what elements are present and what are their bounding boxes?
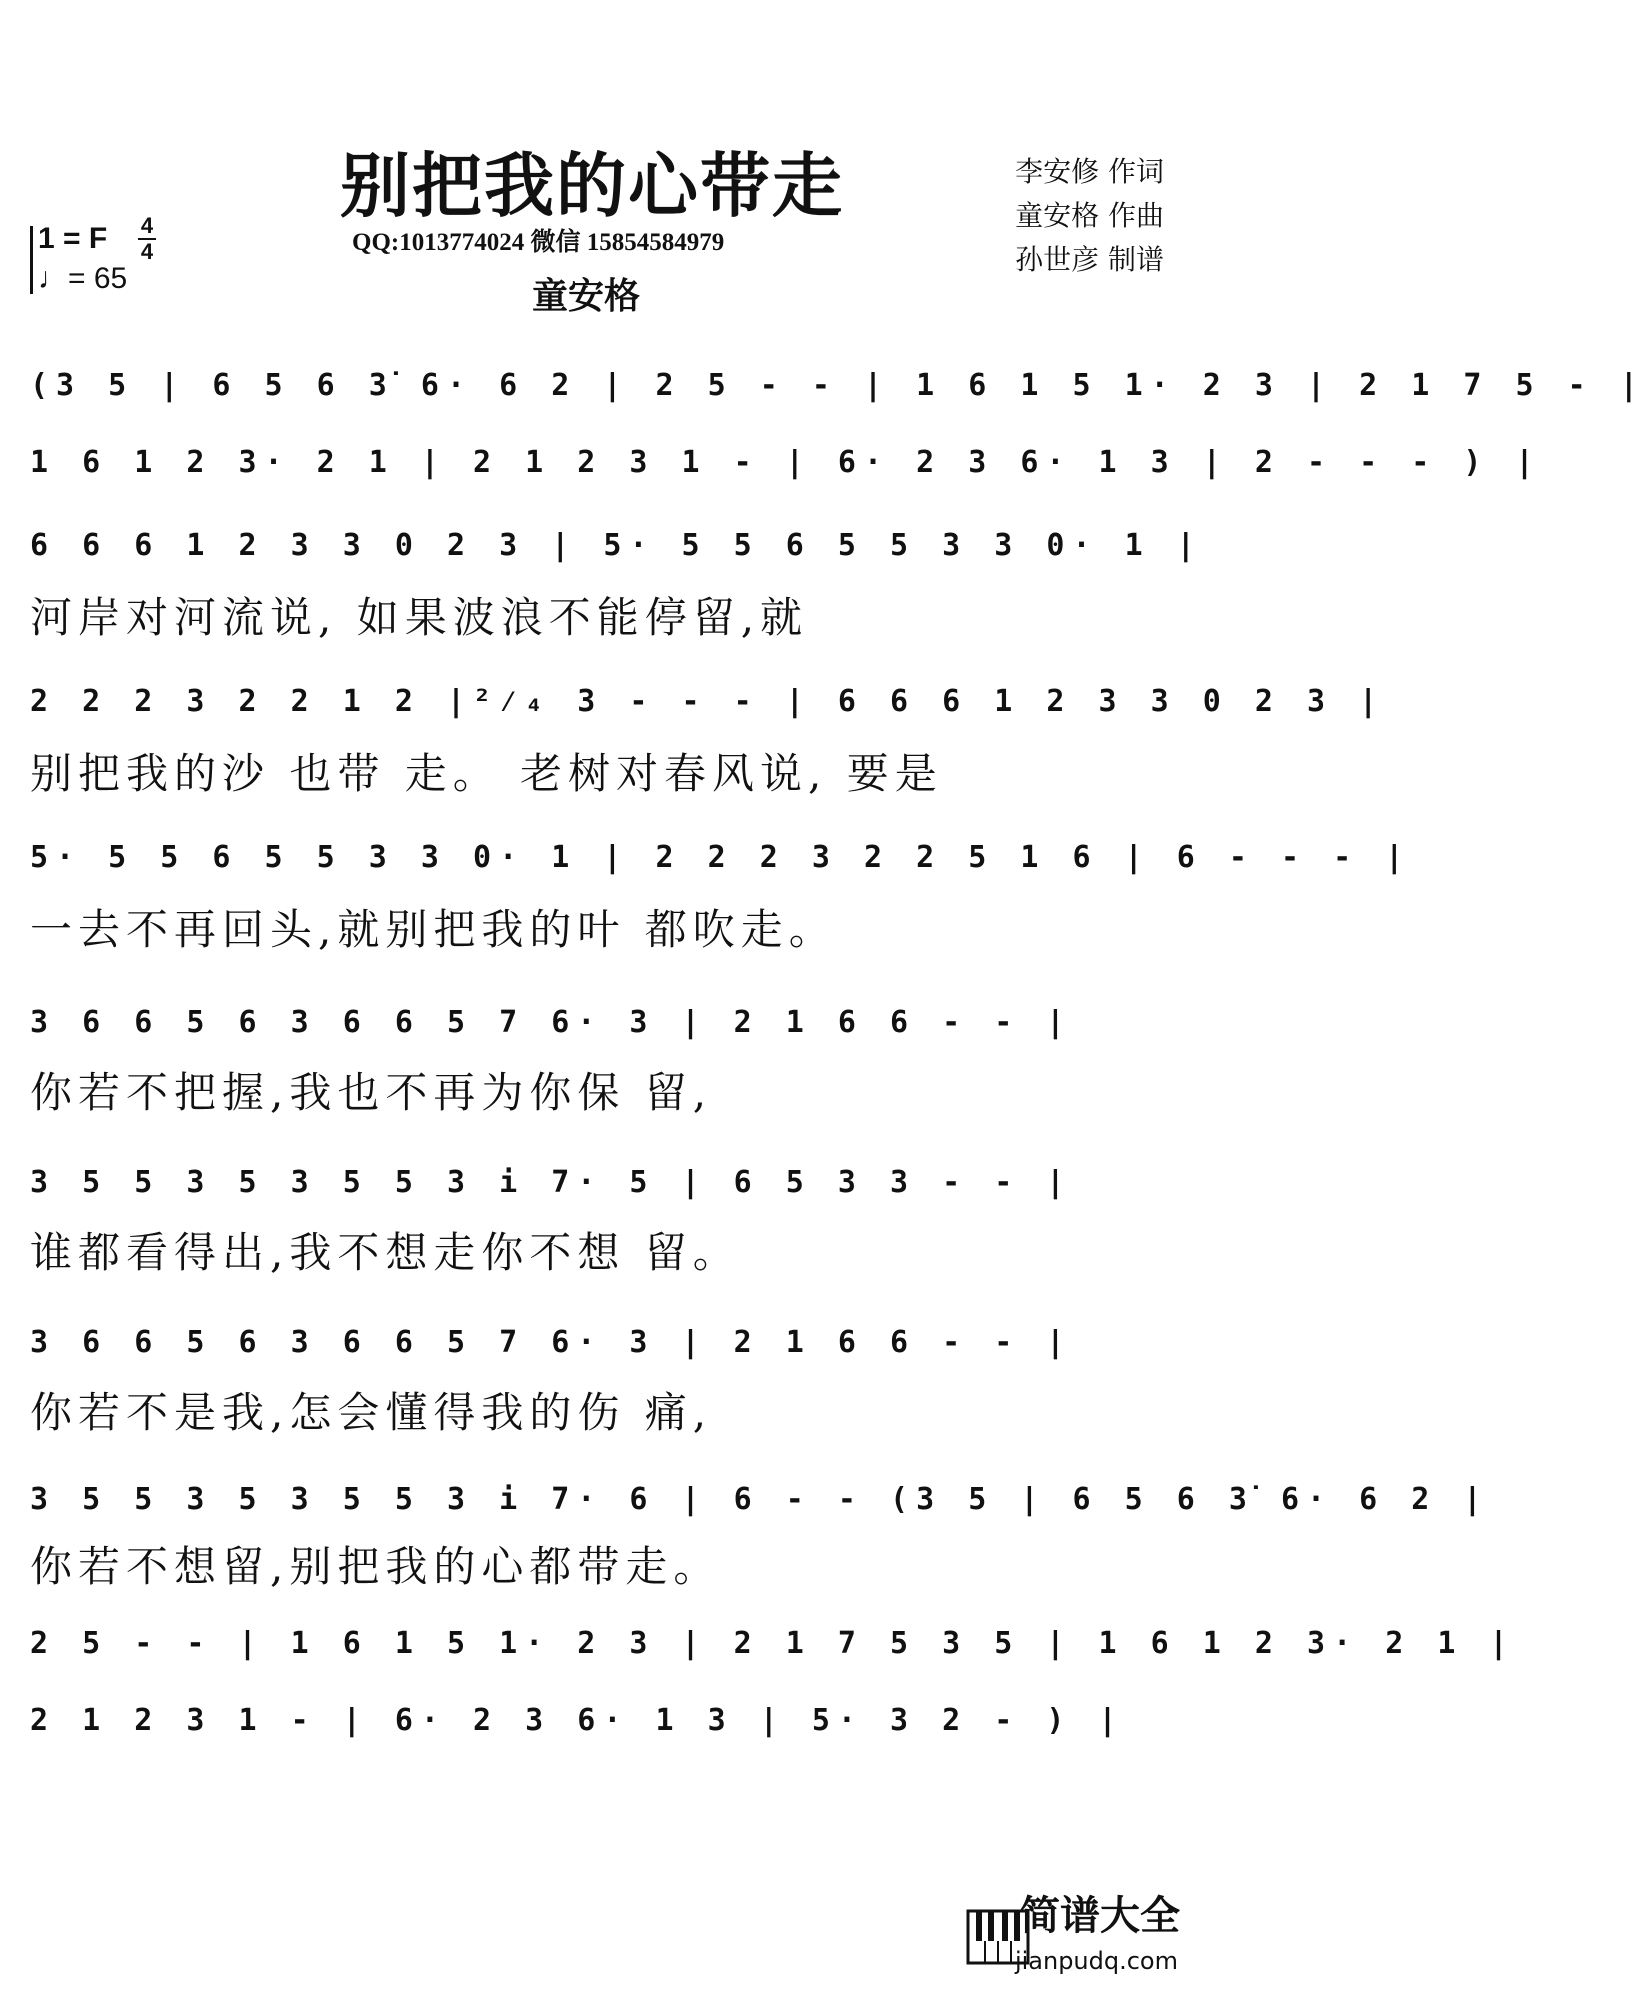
key-signature: 1 = F xyxy=(38,222,108,255)
notation-row-11: 2 1 2 3 1 - | 6· 2 3 6· 1 3 | 5· 3 2 - ) | xyxy=(30,1703,1125,1738)
lyric-row-6: 你若不把握,我也不再为你保 留, xyxy=(30,1068,713,1117)
notation-row-4: 2 2 2 3 2 2 1 2 |²⁄₄ 3 - - - | 6 6 6 1 2 3 3 0 2 3 | xyxy=(30,684,1386,719)
singer-name: 童安格 xyxy=(532,275,641,317)
notation-row-2: 1 6 1 2 3· 2 1 | 2 1 2 3 1 - | 6· 2 3 6· 1 3 | 2 - - - ) | xyxy=(30,445,1542,480)
time-signature xyxy=(138,214,156,264)
time-signature-top: 4 xyxy=(140,213,154,238)
tempo-marking: ♩= 65 xyxy=(38,262,128,295)
notation-row-8: 3 6 6 5 6 3 6 6 5 7 6· 3 | 2 1 6 6 - - | xyxy=(30,1325,1073,1360)
credits-block xyxy=(1015,150,1164,282)
notation-row-10: 2 5 - - | 1 6 1 5 1· 2 3 | 2 1 7 5 3 5 | 1 6 1 2 3· 2 1 | xyxy=(30,1626,1516,1661)
notation-row-9: 3 5 5 3 5 3 5 5 3 i 7· 6 | 6 - - (3 5 | 6 5 6 3̇ 6· 6 2 | xyxy=(30,1482,1490,1517)
watermark-url: jianpudq.com xyxy=(1014,1947,1178,1975)
composer-credit: 童安格 作曲 xyxy=(1015,199,1164,232)
arranger-credit: 孙世彦 制谱 xyxy=(1015,243,1164,276)
lyric-row-9: 你若不想留,别把我的心都带走。 xyxy=(30,1542,722,1591)
song-title: 别把我的心带走 xyxy=(340,145,844,227)
notation-row-1: (3 5 | 6 5 6 3̇ 6· 6 2 | 2 5 - - | 1 6 1 5 1· 2 3 | 2 1 7 5 - | xyxy=(30,368,1646,403)
time-signature-bottom: 4 xyxy=(140,239,154,264)
notation-row-7: 3 5 5 3 5 3 5 5 3 i 7· 5 | 6 5 3 3 - - | xyxy=(30,1165,1073,1200)
notation-row-5: 5· 5 5 6 5 5 3 3 0· 1 | 2 2 2 3 2 2 5 1 6 | 6 - - - | xyxy=(30,840,1412,875)
lyric-row-4: 别把我的沙 也带 走。 老树对春风说, 要是 xyxy=(30,749,943,798)
notation-row-6: 3 6 6 5 6 3 6 6 5 7 6· 3 | 2 1 6 6 - - | xyxy=(30,1005,1073,1040)
watermark-name: 简谱大全 xyxy=(1020,1893,1180,1939)
lyricist-credit: 李安修 作词 xyxy=(1015,155,1164,188)
lyric-row-7: 谁都看得出,我不想走你不想 留。 xyxy=(30,1228,741,1277)
notation-row-3: 6 6 6 1 2 3 3 0 2 3 | 5· 5 5 6 5 5 3 3 0· 1 | xyxy=(30,528,1203,563)
lyric-row-8: 你若不是我,怎会懂得我的伤 痛, xyxy=(30,1388,713,1437)
lyric-row-3: 河岸对河流说, 如果波浪不能停留,就 xyxy=(30,593,809,642)
lyric-row-5: 一去不再回头,就别把我的叶 都吹走。 xyxy=(30,905,837,954)
contact-info: QQ:1013774024 微信 15854584979 xyxy=(352,229,725,256)
